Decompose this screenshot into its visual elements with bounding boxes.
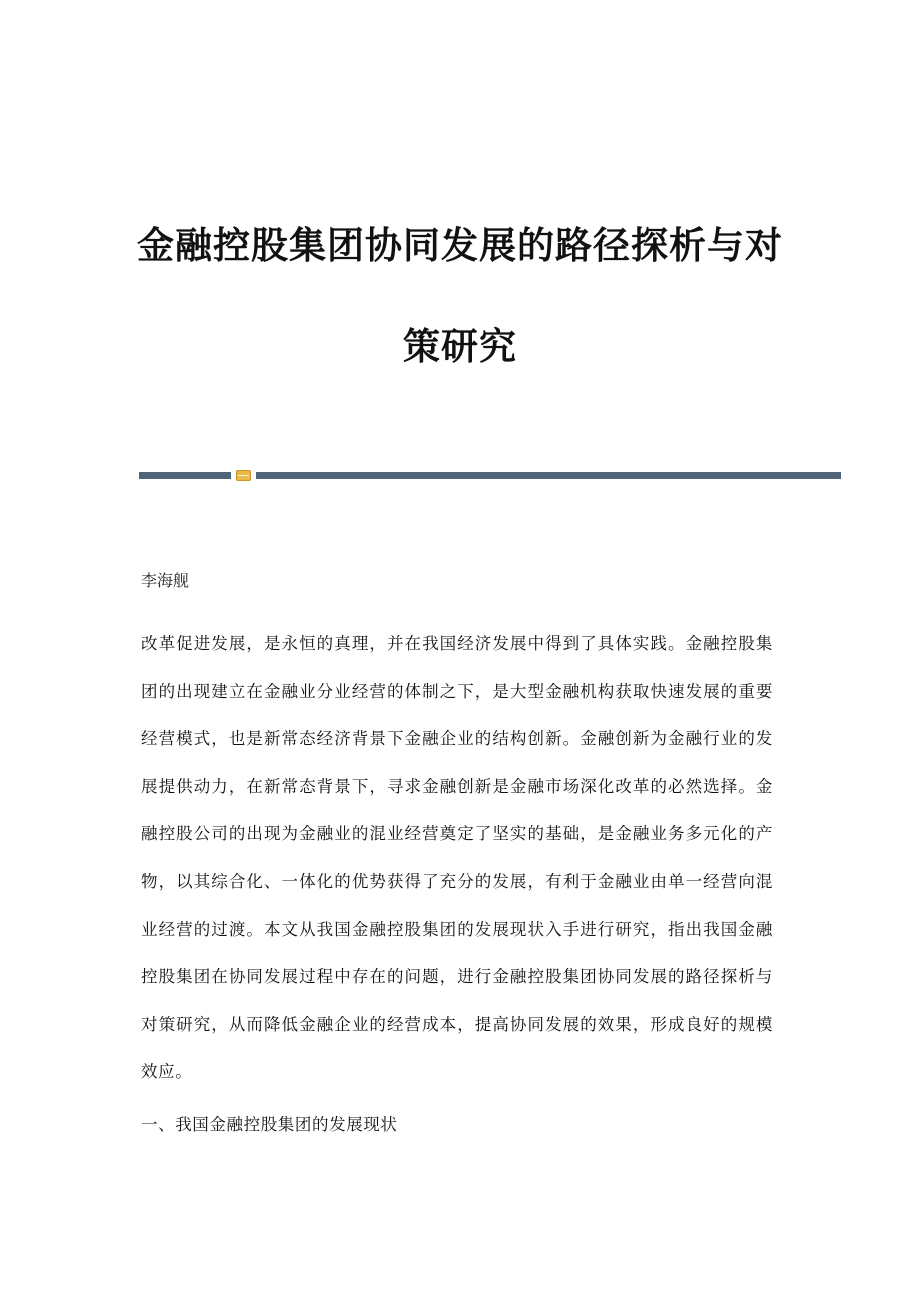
document-title-line-2: 策研究 [403, 324, 517, 368]
section-heading-1: 一、我国金融控股集团的发展现状 [141, 1115, 398, 1134]
author-name: 李海舰 [141, 571, 190, 590]
divider-bar-left [139, 472, 231, 479]
title-divider [139, 470, 841, 480]
abstract-paragraph: 改革促进发展，是永恒的真理，并在我国经济发展中得到了具体实践。金融控股集团的出现建立在金融业分业经营的体制之下，是大型金融机构获取快速发展的重要经营模式，也是新常态经济背景下金融企业的结构创新。金融创新为金融行业的发展提供动力，在新常态背景下，寻求金融创新是金融市场深化改革的必然选择。金融控股公司的出现为金融业的混业经营奠定了坚实的基础，是金融业务多元化的产物，以其综合化、一体化的优势获得了充分的发展，有利于金融业由单一经营向混业经营的过渡。本文从我国金融控股集团的发展现状入手进行研究，指出我国金融控股集团在协同发展过程中存在的问题，进行金融控股集团协同发展的路径探析与对策研究，从而降低金融企业的经营成本，提高协同发展的效果，形成良好的规模效应。 [141, 634, 773, 1082]
document-title-line-1: 金融控股集团协同发展的路径探析与对 [137, 223, 783, 267]
divider-bar-right [256, 472, 841, 479]
divider-ornament-icon [236, 470, 251, 481]
